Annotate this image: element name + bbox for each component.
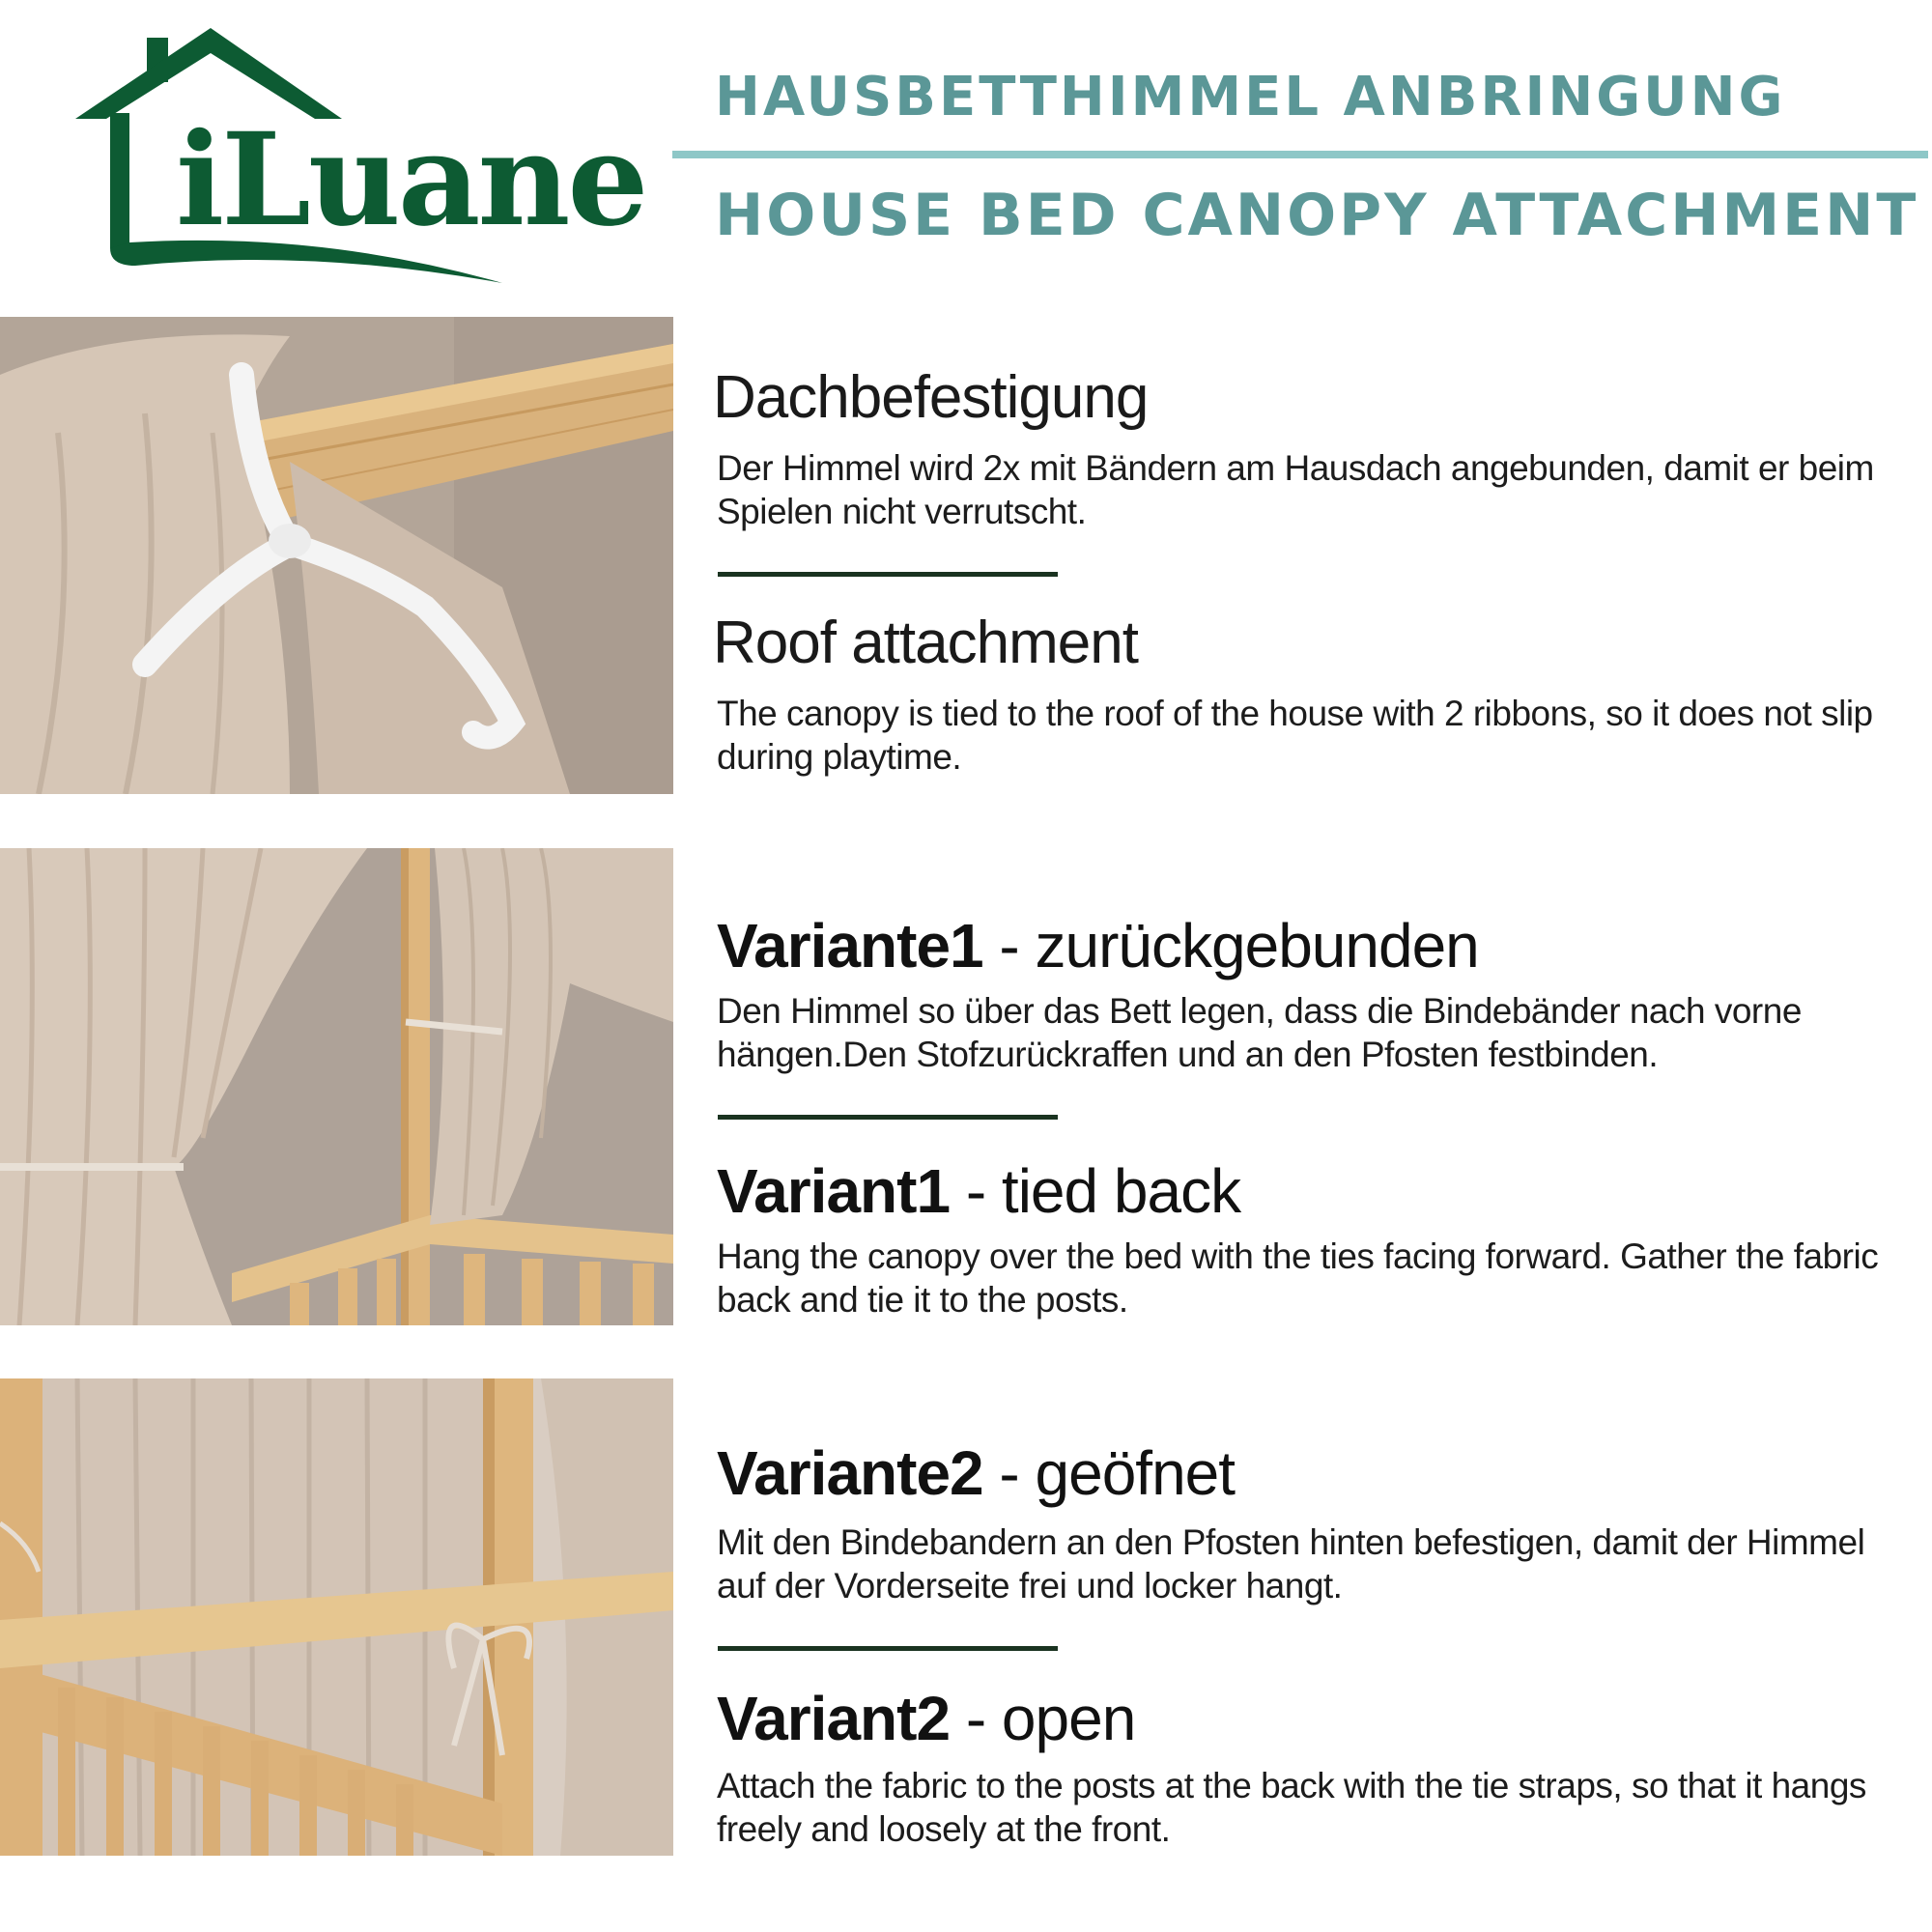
variant1-suffix-de: - zurückgebunden xyxy=(982,911,1479,980)
page-title-en: HOUSE BED CANOPY ATTACHMENT xyxy=(715,182,1919,249)
header-divider xyxy=(672,151,1928,158)
roof-attachment-heading-en: Roof attachment xyxy=(713,610,1138,676)
variant2-label-de: Variante2 xyxy=(717,1438,983,1508)
variant1-text-en: Hang the canopy over the bed with the ties facing forward. Gather the fabric back and tie it to the posts. xyxy=(717,1236,1879,1320)
variant1-label-en: Variant1 xyxy=(717,1156,951,1226)
section-divider xyxy=(718,1115,1058,1120)
variant2-heading-de xyxy=(717,1437,1235,1509)
variant2-text-en: Attach the fabric to the posts at the back with the tie straps, so that it hangs freely and loosely at the front. xyxy=(717,1766,1866,1849)
roof-attachment-text-de: Der Himmel wird 2x mit Bändern am Hausdach angebunden, damit er beim Spielen nicht verrutscht. xyxy=(717,448,1874,531)
brand-name: iLuane xyxy=(176,105,646,255)
variant2-heading-en xyxy=(717,1683,1135,1754)
section-divider xyxy=(718,1646,1058,1651)
variant2-suffix-en: - open xyxy=(950,1684,1136,1753)
section-divider xyxy=(718,572,1058,577)
variant2-suffix-de: - geöfnet xyxy=(982,1438,1236,1508)
page-title-de: HAUSBETTHIMMEL ANBRINGUNG xyxy=(715,66,1786,128)
variant1-heading-en xyxy=(717,1155,1240,1227)
variant2-open-photo xyxy=(0,1378,673,1856)
brand-logo xyxy=(68,24,646,295)
roof-attachment-text-en: The canopy is tied to the roof of the house with 2 ribbons, so it does not slip during playtime. xyxy=(717,694,1873,777)
variant1-suffix-en: - tied back xyxy=(950,1156,1241,1226)
variant1-label-de: Variante1 xyxy=(717,911,983,980)
variant2-label-en: Variant2 xyxy=(717,1684,951,1753)
variant1-text-de: Den Himmel so über das Bett legen, dass die Bindebänder nach vorne hängen.Den Stofzurückraffen und an den Pfosten festbinden. xyxy=(717,991,1802,1074)
roof-attachment-heading-de: Dachbefestigung xyxy=(713,364,1149,431)
variant2-text-de: Mit den Bindebandern an den Pfosten hinten befestigen, damit der Himmel auf der Vorderseite frei und locker hangt. xyxy=(717,1522,1865,1605)
variant1-heading-de xyxy=(717,910,1479,981)
roof-attachment-photo xyxy=(0,317,673,794)
variant1-tied-back-photo xyxy=(0,848,673,1325)
